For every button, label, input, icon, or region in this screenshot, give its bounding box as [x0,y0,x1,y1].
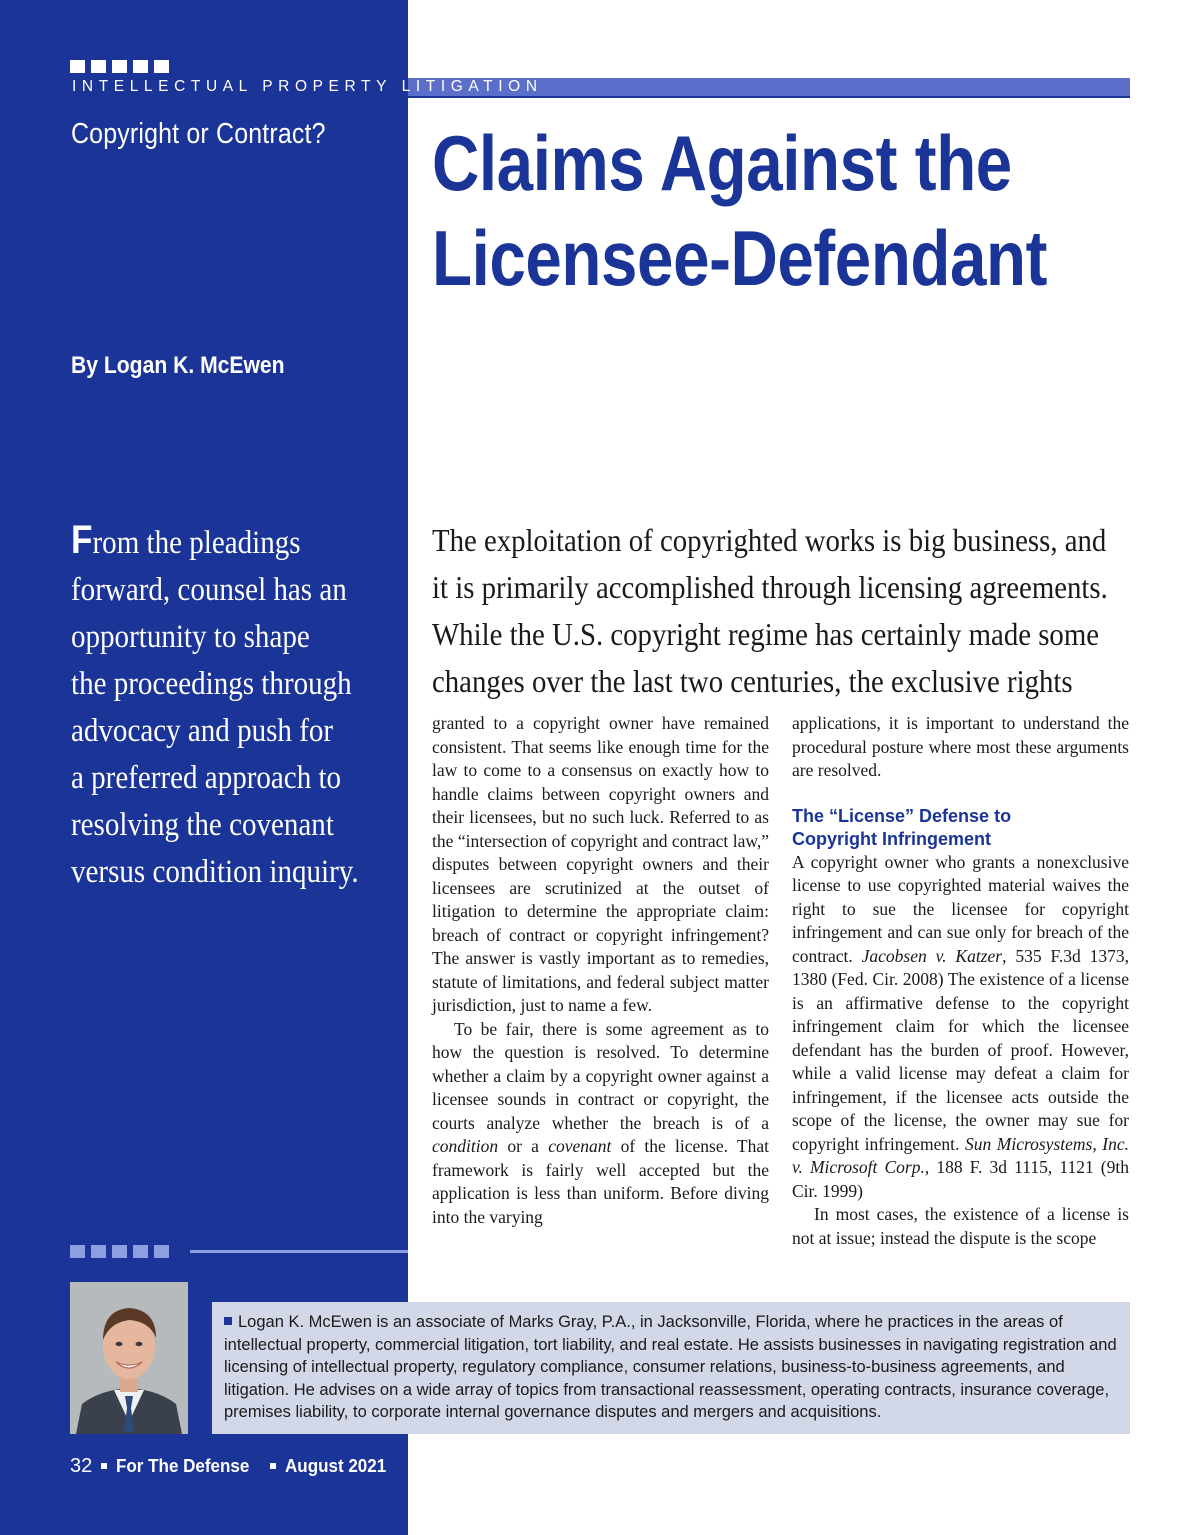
lede-line: While the U.S. copyright regime has certainly made some [432,616,1099,652]
body-paragraph: applications, it is important to understand the procedural posture where most these arguments are resolved. [792,713,1129,780]
bio-bullet-icon [224,1317,232,1325]
pull-quote-line: a preferred approach to [71,760,342,796]
publication-name: For The Defense [116,1455,250,1476]
lede-line: it is primarily accomplished through licensing agreements. [432,569,1108,605]
body-column-2 [792,712,1129,1250]
author-bio [212,1302,1130,1434]
lede-paragraph [432,517,1108,705]
body-paragraph: A copyright owner who grants a nonexclusive license to use copyrighted material waives the right to sue the licensee for copyright infringement and can sue only for breach of the contract. Jacobsen v. Katzer, 535 F.3d 1373, 1380 (Fed. Cir. 2008) The existence of a license is an affirmative defense to the copyright infringement claim for which the licensee defendant has the burden of proof. However, while a valid license may defeat a claim for infringement, if the licensee acts outside the scope of the license, the owner may sue for copyright infringement. Sun Microsystems, Inc. v. Microsoft Corp., 188 F. 3d 1115, 1121 (9th Cir. 1999) [792,851,1129,1201]
pull-quote-line: forward, counsel has an [71,572,347,608]
section-kicker: INTELLECTUAL PROPERTY LITIGATION [72,78,543,95]
body-column-1 [432,712,769,1229]
body-paragraph: In most cases, the existence of a license is not at issue; instead the dispute is the scope [792,1204,1129,1248]
footer-separator-icon [101,1463,107,1469]
lede-line: changes over the last two centuries, the exclusive rights [432,663,1073,699]
author-bio-text: Logan K. McEwen is an associate of Marks Gray, P.A., in Jacksonville, Florida, where he practices in the areas of intellectual property, commercial litigation, tort liability, and real estate. He assists businesses in navigating registration and licensing of intellectual property, regulatory compliance, consumer relations, business-to-business agreements, and litigation. He advises on a wide array of topics from transactional reassessment, operating contracts, insurance coverage, premises liability, to corporate internal governance disputes and mergers and acquisitions. [224,1313,1117,1421]
pull-quote-line: the proceedings through [71,666,352,702]
page-footer [70,1455,395,1478]
bio-marker-rule [190,1250,408,1253]
article-title [432,116,1047,306]
pull-quote-line: rom the pleadings [92,525,301,561]
section-heading: The “License” Defense to Copyright Infringement [792,805,1012,849]
bio-marker-squares [70,1245,169,1258]
article-subhead: Copyright or Contract? [71,118,326,150]
author-photo [70,1282,188,1434]
pull-quote-line: versus condition inquiry. [71,854,359,890]
issue-date: August 2021 [285,1455,387,1476]
author-byline: By Logan K. McEwen [71,352,285,379]
body-paragraph: To be fair, there is some agreement as to how the question is resolved. To determine whether a claim by a copyright owner against a licensee sounds in contract or copyright, the courts analyze whether the breach is of a condition or a covenant of the license. That framework is fairly well accepted but the application is less than uniform. Before diving into the varying [432,1018,769,1227]
pull-quote [71,517,388,896]
page-number: 32 [70,1455,93,1477]
drop-cap: F [71,518,93,562]
article-title-line-2: Licensee-Defendant [432,214,1048,302]
body-paragraph: granted to a copyright owner have remained consistent. That seems like enough time for the law to come to a consensus on exactly how to handle claims between copyright owners and their licensees, but no such luck. Referred to as the “intersection of copyright and contract law,” disputes between copyright owners and their licensees are scrutinized at the outset of litigation to determine the appropriate claim: breach of contract or copyright infringement? The answer is vastly important as to remedies, statute of limitations, and federal subject matter jurisdiction, just to name a few. [432,713,769,1015]
pull-quote-line: opportunity to shape [71,619,310,655]
section-kicker-rule [70,96,1130,98]
article-title-line-1: Claims Against the [432,119,1012,207]
footer-separator-icon [270,1463,276,1469]
pull-quote-line: resolving the covenant [71,807,334,843]
section-marker-squares [70,60,169,73]
lede-line: The exploitation of copyrighted works is big business, and [432,522,1107,558]
pull-quote-line: advocacy and push for [71,713,334,749]
